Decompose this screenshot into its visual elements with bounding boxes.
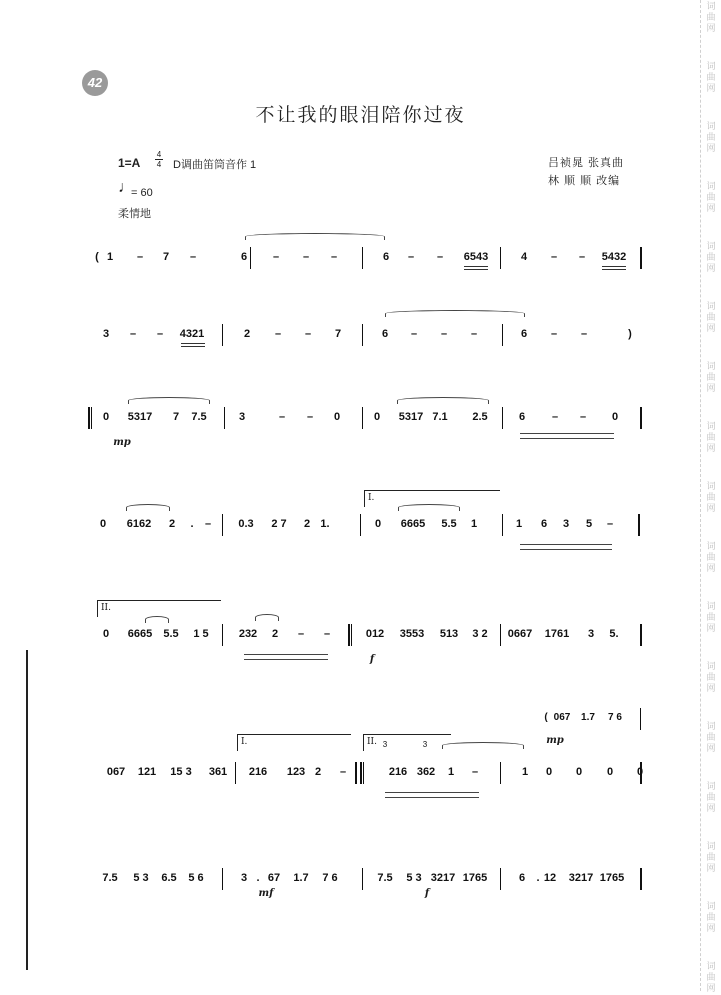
jianpu-note: 3 [587,628,595,640]
hairpin [385,792,479,798]
barline [500,624,501,646]
jianpu-note: 123 [286,766,306,778]
jianpu-note: 0 [373,411,381,423]
cue-note: 067 [553,712,571,723]
dynamic-marking: mf [258,888,274,899]
jianpu-note: 513 [439,628,459,640]
jianpu-note: – [550,328,558,340]
beam-line [181,346,205,347]
jianpu-note: 6 [520,328,528,340]
jianpu-note: – [580,328,588,340]
jianpu-note: 0 [636,766,644,778]
arranger-credit: 林 顺 顺 改编 [548,175,621,187]
right-dashed-border [700,0,701,991]
staff-line-3 [0,405,721,475]
watermark-text: 词 曲 网 [706,842,716,874]
jianpu-note: 4 [520,251,528,263]
jianpu-note: 1 [515,518,523,530]
slur [442,742,524,749]
time-signature [155,150,163,169]
barline [640,624,642,646]
jianpu-note: 1761 [544,628,570,640]
jianpu-note: – [297,628,305,640]
dynamic-marking: mp [546,735,564,746]
jianpu-note: 1 [106,251,114,263]
slur [397,397,489,404]
expression-marking: 柔情地 [118,208,151,220]
jianpu-note: 216 [248,766,268,778]
jianpu-note: 3 [240,872,248,884]
jianpu-note: 1 5 [193,628,209,640]
beam-line [602,269,626,270]
song-title: 不让我的眼泪陪你过夜 [255,104,466,126]
jianpu-note: 5. [609,628,619,640]
jianpu-note: 232 [238,628,258,640]
instrument-note: D调曲笛筒音作 1 [173,159,257,171]
jianpu-note: 362 [416,766,436,778]
jianpu-note: 7.1 [432,411,448,423]
jianpu-note: – [339,766,347,778]
slur [255,614,279,621]
barline [640,868,642,890]
jianpu-note: 6 [240,251,248,263]
barline [640,407,642,429]
jianpu-note: – [407,251,415,263]
key-signature: 1=A [118,156,141,170]
jianpu-note: 6 [518,411,526,423]
jianpu-note: – [606,518,614,530]
barline [502,514,503,536]
jianpu-note: 6 [382,251,390,263]
jianpu-note: 7 6 [322,872,338,884]
jianpu-note: – [156,328,164,340]
composer-credit: 吕祯晁 张真曲 [548,157,625,169]
jianpu-note: 6 [381,328,389,340]
staff-line-7 [0,866,721,936]
jianpu-note: 1765 [599,872,625,884]
jianpu-note: 6 [540,518,548,530]
jianpu-note: 5317 [398,411,424,423]
repeat-end-barline [638,514,640,536]
watermark-text: 词 曲 网 [706,122,716,154]
jianpu-note: 0 [545,766,553,778]
jianpu-note: 2.5 [472,411,488,423]
jianpu-note: 2 [168,518,176,530]
repeat-end-barline [355,762,357,784]
hairpin [520,433,614,439]
dynamic-marking: f [369,654,375,665]
jianpu-note: 012 [365,628,385,640]
slur [145,616,169,623]
volta-bracket: I. [237,734,351,751]
jianpu-note: – [189,251,197,263]
jianpu-note: 15 3 [170,766,192,778]
barline [222,514,223,536]
barline [500,247,501,269]
jianpu-note: – [304,328,312,340]
jianpu-note: 2 [243,328,251,340]
jianpu-note: 3 [102,328,110,340]
jianpu-note: 7 [334,328,342,340]
jianpu-note: . [190,518,194,530]
jianpu-note: 7 [172,411,180,423]
dynamic-marking: mp [113,437,131,448]
jianpu-note: 5317 [127,411,153,423]
triplet-mark: 3 [422,740,428,749]
beam-line [464,269,488,270]
repeat-start-barline [360,762,362,784]
barline [224,407,225,429]
jianpu-note: 0 [102,411,110,423]
jianpu-note: – [579,411,587,423]
watermark-text: 词 曲 网 [706,662,716,694]
cue-note: 1.7 [581,712,595,723]
watermark-text: 词 曲 网 [706,482,716,514]
barline [502,407,503,429]
jianpu-note: 2 7 [271,518,287,530]
volta-bracket: II. [363,734,451,751]
hairpin [244,654,328,660]
jianpu-note: 6665 [127,628,153,640]
watermark-text: 词 曲 网 [706,422,716,454]
jianpu-note: – [470,328,478,340]
watermark-text: 词 曲 网 [706,362,716,394]
jianpu-note: 3 [562,518,570,530]
jianpu-note: 0 [99,518,107,530]
jianpu-note: 067 [106,766,126,778]
beam-line [602,266,626,267]
watermark-text: 词 曲 网 [706,242,716,274]
jianpu-note: 3 [238,411,246,423]
jianpu-note: 6.5 [161,872,177,884]
jianpu-note: – [471,766,479,778]
jianpu-note: 5 3 [406,872,422,884]
jianpu-note: – [330,251,338,263]
jianpu-note: 0 [374,518,382,530]
jianpu-note: 1765 [462,872,488,884]
jianpu-note: 3 2 [472,628,488,640]
staff-line-1 [0,245,721,315]
jianpu-note: 0 [575,766,583,778]
barline [360,514,361,536]
jianpu-note: ) [628,328,632,340]
jianpu-note: 7.5 [102,872,118,884]
beam-line [181,343,205,344]
jianpu-note: – [551,411,559,423]
jianpu-note: 7.5 [377,872,393,884]
jianpu-note: – [136,251,144,263]
jianpu-note: 2 [303,518,311,530]
jianpu-note: 7.5 [191,411,207,423]
jianpu-note: – [440,328,448,340]
jianpu-note: 6 [518,872,526,884]
cue-note: 7 6 [608,712,622,723]
jianpu-note: – [578,251,586,263]
jianpu-note: . [536,872,540,884]
watermark-text: 词 曲 网 [706,542,716,574]
barline [222,868,223,890]
jianpu-note: 1.7 [293,872,309,884]
hairpin [520,544,612,550]
jianpu-note: 121 [137,766,157,778]
jianpu-note: 361 [208,766,228,778]
jianpu-note: 0 [611,411,619,423]
barline [640,708,641,730]
jianpu-note: – [306,411,314,423]
jianpu-note: 0.3 [238,518,254,530]
barline [222,624,223,646]
jianpu-note: 5.5 [163,628,179,640]
time-signature-top: 4 [156,150,162,159]
jianpu-note: 5 6 [188,872,204,884]
jianpu-note: 6543 [463,251,489,263]
slur [245,233,385,240]
jianpu-note: 12 [543,872,557,884]
triplet-mark: 3 [382,740,388,749]
jianpu-note: 0 [102,628,110,640]
barline [500,762,501,784]
slur [128,397,210,404]
jianpu-note: 0 [606,766,614,778]
watermark-text: 词 曲 网 [706,902,716,934]
jianpu-note: 4321 [179,328,205,340]
jianpu-note: – [278,411,286,423]
volta-bracket: II. [97,600,221,617]
jianpu-note: 6665 [400,518,426,530]
watermark-text: 词 曲 网 [706,962,716,994]
jianpu-note: 6162 [126,518,152,530]
jianpu-note: . [256,872,260,884]
watermark-text: 词 曲 网 [706,62,716,94]
dynamic-marking: f [424,888,430,899]
jianpu-note: 1 [470,518,478,530]
tempo-marking [118,180,153,198]
barline [235,762,236,784]
jianpu-note: 5 [585,518,593,530]
jianpu-note: – [436,251,444,263]
jianpu-note: 67 [267,872,281,884]
cue-note: ( [544,712,548,723]
watermark-text: 词 曲 网 [706,782,716,814]
tempo-value: = 60 [131,187,153,199]
page-number-badge: 42 [82,70,108,96]
jianpu-note: 3553 [399,628,425,640]
watermark-text: 词 曲 网 [706,602,716,634]
jianpu-note: – [323,628,331,640]
watermark-text: 词 曲 网 [706,722,716,754]
jianpu-note: – [302,251,310,263]
barline [640,247,642,269]
jianpu-note: 3217 [430,872,456,884]
watermark-text: 词 曲 网 [706,182,716,214]
jianpu-note: – [410,328,418,340]
jianpu-note: 216 [388,766,408,778]
staff-line-2 [0,322,721,392]
jianpu-note: – [550,251,558,263]
time-signature-bottom: 4 [156,160,162,169]
jianpu-note: – [272,251,280,263]
repeat-start-barline [348,624,350,646]
watermark-text: 词 曲 网 [706,302,716,334]
barline [362,324,363,346]
barline [362,247,363,269]
jianpu-note: 3217 [568,872,594,884]
jianpu-note: 7 [162,251,170,263]
barline [362,407,363,429]
jianpu-note: 0 [333,411,341,423]
slur [398,504,460,511]
jianpu-note: – [204,518,212,530]
barline [222,324,223,346]
watermark-text: 词 曲 网 [706,2,716,34]
beam-line [464,266,488,267]
slur [126,504,170,511]
jianpu-note: 5 3 [133,872,149,884]
repeat-start-barline [88,407,90,429]
jianpu-note: 5432 [601,251,627,263]
volta-bracket: I. [364,490,500,507]
jianpu-note: 2 [271,628,279,640]
jianpu-note: – [274,328,282,340]
slur [385,310,525,317]
jianpu-note: – [129,328,137,340]
barline [502,324,503,346]
jianpu-note: 1. [320,518,330,530]
jianpu-note: 1 [521,766,529,778]
jianpu-note: ( [95,251,99,263]
barline [250,247,251,269]
barline [362,868,363,890]
jianpu-note: 5.5 [441,518,457,530]
jianpu-note: 0667 [507,628,533,640]
quarter-note-icon: ♩ [118,179,134,196]
jianpu-note: 2 [314,766,322,778]
barline [500,868,501,890]
jianpu-note: 1 [447,766,455,778]
